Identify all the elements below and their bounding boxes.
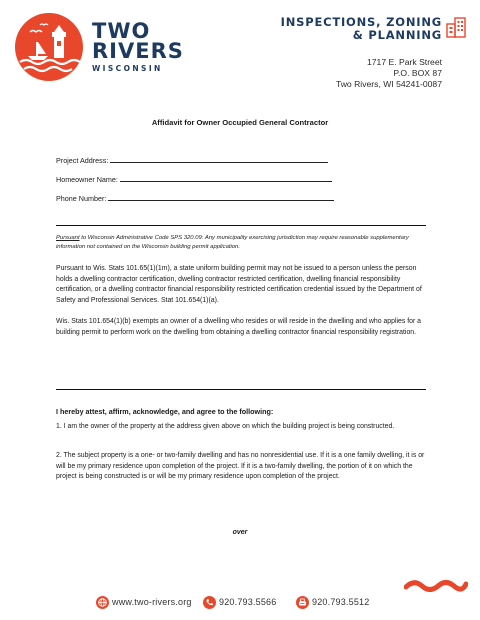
address-city: Two Rivers, WI 54241-0087 <box>335 79 442 89</box>
website-text: www.two-rivers.org <box>112 597 192 607</box>
homeowner-name-label: Homeowner Name: <box>56 175 118 184</box>
address-po-box: P.O. BOX 87 <box>393 68 442 78</box>
fax-icon <box>296 596 309 609</box>
contact-footer <box>0 594 480 610</box>
project-address-line[interactable] <box>110 155 328 163</box>
website-link[interactable] <box>96 594 192 610</box>
wave-decoration-icon <box>404 578 468 592</box>
phone-text: 920.793.5566 <box>219 597 277 607</box>
logo-word-rivers: RIVERS <box>92 39 184 63</box>
affirmation-item-2: 2. The subject property is a one- or two-family dwelling and has no nonresidential use. If it is a one family dwelling, it is or will be my primary residence upon completion of the project. If it is a two-family dwelling, the portion of it on which the project is being constructed is or will be my primary residence upon completion of the project. <box>56 452 425 481</box>
homeowner-name-line[interactable] <box>120 174 332 182</box>
fax-link[interactable] <box>296 594 369 610</box>
phone-number-field[interactable] <box>56 193 334 203</box>
department-heading <box>281 16 442 42</box>
pursuant-note-text: to Wisconsin Administrative Code SPS 320.09: Any municipality exercising jurisdiction may require reasonable supplementary information not contained on the Wisconsin building permit application. <box>56 235 409 250</box>
project-address-label: Project Address: <box>56 156 109 165</box>
section-divider-top <box>56 225 426 226</box>
lighthouse-logo-icon <box>14 12 84 82</box>
address-street: 1717 E. Park Street <box>367 57 442 67</box>
pursuant-note <box>56 234 432 251</box>
homeowner-name-field[interactable] <box>56 174 332 184</box>
statute-paragraph-1: Pursuant to Wis. Stats 101.65(1)(1m), a state uniform building permit may not be issued to a person unless the person holds a dwelling contractor certification, dwelling contractor restricted certification, dwelling financial responsibility certification, or a dwelling contractor financial responsibility restricted certification credential issued by the Department of Safety and Professional Services. Stat 101.654(1)(a). <box>56 265 422 304</box>
pursuant-note-lead: Pursuant <box>56 235 80 241</box>
office-address <box>336 57 442 90</box>
section-divider-bottom <box>56 389 426 390</box>
project-address-field[interactable] <box>56 155 328 165</box>
department-line-2: & PLANNING <box>352 28 442 42</box>
phone-icon <box>203 596 216 609</box>
phone-number-label: Phone Number: <box>56 194 107 203</box>
logo-word-wisconsin: WISCONSIN <box>92 64 163 73</box>
logo-word-two: TWO <box>92 19 151 43</box>
globe-icon <box>96 596 109 609</box>
building-icon <box>446 16 466 38</box>
fax-text: 920.793.5512 <box>312 597 370 607</box>
attest-statement: I hereby attest, affirm, acknowledge, and agree to the following: <box>56 407 274 416</box>
affirmation-item-1: 1. I am the owner of the property at the address given above on which the building project is being constructed. <box>56 423 395 430</box>
phone-number-line[interactable] <box>108 193 334 201</box>
department-line-1: INSPECTIONS, ZONING <box>280 15 442 29</box>
phone-link[interactable] <box>203 594 276 610</box>
page-over-note: over <box>232 529 248 536</box>
statute-paragraph-2: Wis. Stats 101.654(1)(b) exempts an owner of a dwelling who resides or will reside in the dwelling and who applies for a building permit to perform work on the dwelling from obtaining a dwelling contractor financial responsibility registration. <box>56 318 422 336</box>
form-title: Affidavit for Owner Occupied General Contractor <box>151 118 329 127</box>
